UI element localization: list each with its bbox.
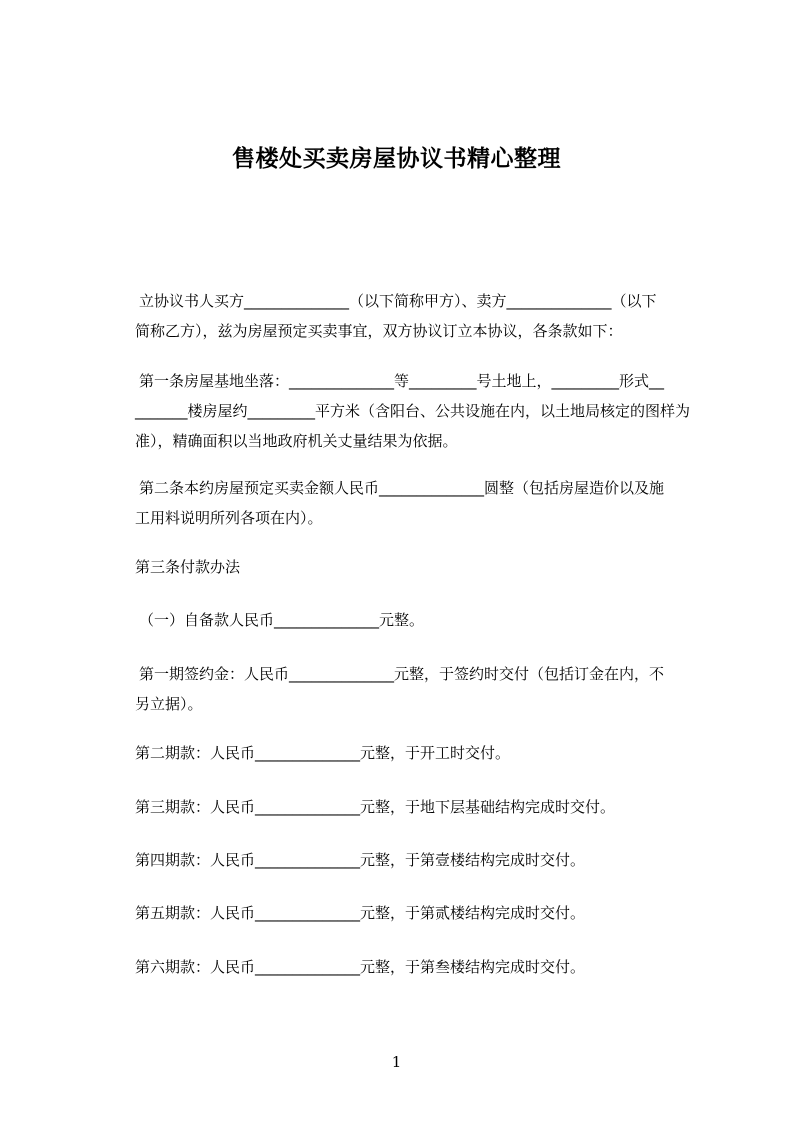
paragraph-phase-1 (135, 659, 705, 719)
paragraph-article-3 (135, 552, 705, 582)
paragraph-line: 第三条付款办法 (135, 558, 241, 576)
document-title: 售楼处买卖房屋协议书精心整理 (232, 146, 561, 172)
paragraph-line: 第一条房屋基地坐落：______________等_________号土地上，_________形式__ (139, 372, 665, 390)
paragraph-line: 第六期款：人民币______________元整，于第叁楼结构完成时交付。 (135, 958, 586, 976)
paragraph-line: 第二条本约房屋预定买卖金额人民币______________圆整（包括房屋造价以及施 (139, 479, 665, 497)
paragraph-self-funded (135, 605, 705, 635)
paragraph-phase-3 (135, 792, 705, 822)
paragraph-line: 工用料说明所列各项在内）。 (135, 509, 323, 527)
paragraph-line: 第五期款：人民币______________元整，于第贰楼结构完成时交付。 (135, 904, 586, 922)
paragraph-preamble (135, 286, 705, 346)
paragraph-line: 第四期款：人民币______________元整，于第壹楼结构完成时交付。 (135, 851, 586, 869)
paragraph-line: 立协议书人买方______________（以下简称甲方）、卖方______________（以下 (139, 292, 657, 310)
paragraph-phase-5 (135, 898, 705, 928)
page-number: 1 (391, 1053, 402, 1071)
paragraph-line: 另立据）。 (135, 695, 203, 713)
paragraph-line: 第二期款：人民币______________元整，于开工时交付。 (135, 744, 511, 762)
paragraph-line: 第三期款：人民币______________元整，于地下层基础结构完成时交付。 (135, 798, 616, 816)
paragraph-line: 简称乙方），兹为房屋预定买卖事宜，双方协议订立本协议，各条款如下： (135, 322, 623, 340)
paragraph-phase-6 (135, 952, 705, 982)
paragraph-phase-2 (135, 738, 705, 768)
paragraph-phase-4 (135, 845, 705, 875)
paragraph-line: 准），精确面积以当地政府机关丈量结果为依据。 (135, 432, 458, 450)
paragraph-article-1 (135, 366, 705, 456)
paragraph-line: _______楼房屋约_________平方米（含阳台、公共设施在内，以土地局核定的图样为 (135, 402, 691, 420)
paragraph-article-2 (135, 473, 705, 533)
paragraph-line: （一）自备款人民币______________元整。 (139, 611, 425, 629)
paragraph-line: 第一期签约金：人民币______________元整，于签约时交付（包括订金在内，不 (139, 665, 665, 683)
